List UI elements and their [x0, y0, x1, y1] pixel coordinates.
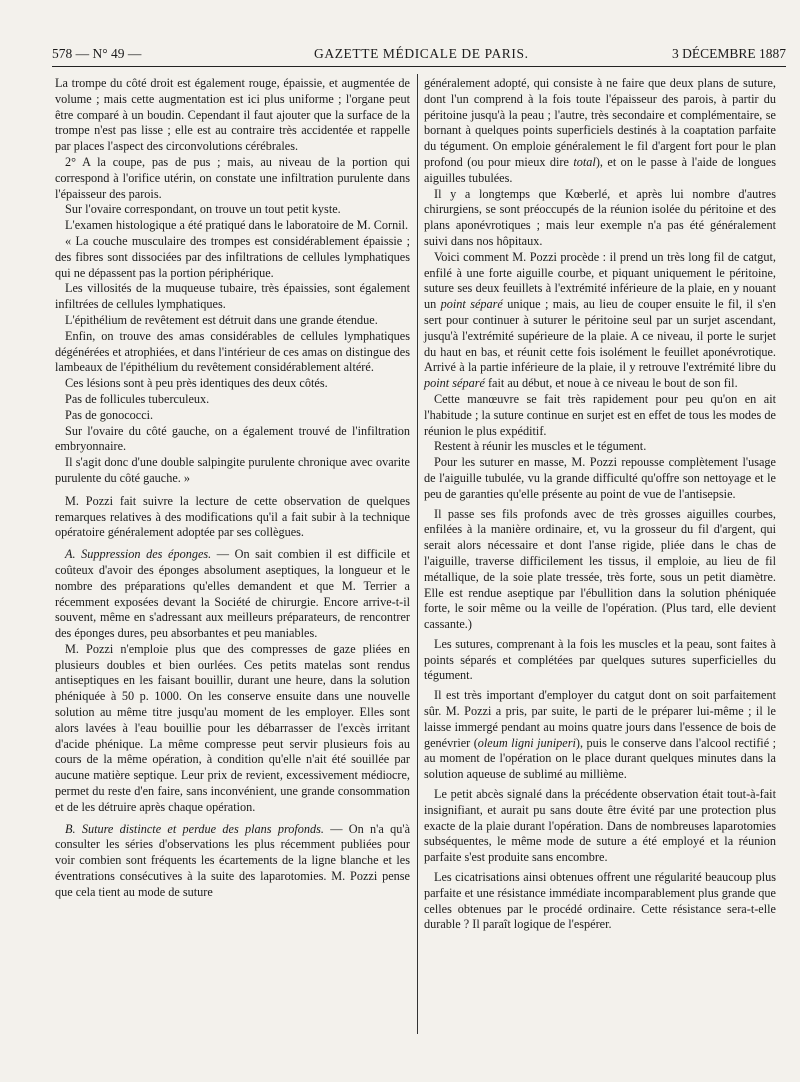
left-column	[55, 76, 410, 901]
section-b-title: B. Suture distincte et perdue des plans profonds.	[65, 821, 324, 836]
paragraph: M. Pozzi n'emploie plus que des compresses de gaze pliées en plusieurs doubles et bien ourlées. Ces petits matelas sont rendus antiseptiques en les faisant bouillir, durant une heure, dans la solution phéniquée à 50 p. 1000. On les conserve ensuite dans une nouvelle solution au même titre jusqu'au moment de les employer. Elles sont alors lavées à l'eau bouillie pour les débarrasser de l'excès irritant d'acide phénique. La même compresse peut servir plusieurs fois au cours de la même opération, à condition qu'elle n'ait été souillée par aucune matière septique. Leur prix de revient, excessivement médiocre, permet du reste d'en faire, sans inconvénient, une grande consommation et de les détruire après chaque opération.	[55, 641, 410, 814]
page-header	[52, 44, 786, 68]
paragraph: 2° A la coupe, pas de pus ; mais, au niveau de la portion qui correspond à l'orifice utérin, on constate une infiltration purulente dans l'épaisseur des parois.	[55, 154, 410, 201]
section-b	[55, 822, 410, 901]
paragraph: Pas de follicules tuberculeux.	[65, 391, 210, 406]
text-run: ), et on le passe à l'aide de longues aiguilles tubulées.	[424, 154, 776, 185]
paragraph: L'épithélium de revêtement est détruit dans une grande étendue.	[65, 312, 378, 327]
right-column	[424, 76, 776, 933]
paragraph	[424, 76, 776, 187]
paragraph: Sur l'ovaire du côté gauche, on a également trouvé de l'infiltration embryonnaire.	[55, 423, 410, 454]
page-number: 578 — N° 49 —	[52, 46, 142, 61]
paragraph: Pour les suturer en masse, M. Pozzi repousse complètement l'usage de l'aiguille tubulée, vu la grande difficulté qu'offre son nettoyage et le peu de garanties qu'elle présente au point de vue de l'antisepsie.	[424, 455, 776, 501]
emphasis: total	[573, 154, 596, 169]
column-divider	[417, 74, 418, 1034]
section-a-text: — On sait combien il est difficile et coûteux d'avoir des éponges absolument aseptiques, la longueur et le nombre des préparations qu'elles demandent et que M. Terrier a récemment exposées devant la Société de chirurgie. Encore arrive-t-il souvent, même en s'adressant aux meilleurs préparateurs, de rencontrer des éponges dures, peu absorbantes et peu maniables.	[55, 547, 410, 641]
header-rule	[52, 66, 786, 67]
paragraph	[424, 250, 776, 392]
paragraph: L'examen histologique a été pratiqué dans le laboratoire de M. Cornil.	[65, 218, 409, 233]
paragraph: Le petit abcès signalé dans la précédente observation était tout-à-fait insignifiant, et aurait pu sans doute être évité par une protection plus exacte de la plaie durant l'opération. Dans de nombreuses laparotomies subséquentes, le même mode de suture a été employé et la réunion parfaite s'est produite sans encombre.	[424, 787, 776, 865]
paragraph: La trompe du côté droit est également rouge, épaissie, et augmentée de volume ; mais cette augmentation est ici plus uniforme ; l'organe peut être comparé à un boudin. Cependant il faut ajouter que la surface de la trompe n'est pas lisse ; elle est au contraire très accidentée et rappelle par places l'aspect des circonvolutions cérébrales.	[55, 76, 410, 154]
paragraph: Pas de gonococci.	[65, 407, 154, 422]
paragraph: Enfin, on trouve des amas considérables de cellules lymphatiques dégénérées et atrophiées, et dans l'intérieur de ces amas on distingue des lambeaux de l'épithélium du revêtement considérablement altéré.	[55, 328, 410, 375]
paragraph	[424, 688, 776, 783]
issue-date: 3 DÉCEMBRE 1887	[671, 46, 786, 61]
section-a	[55, 547, 410, 642]
journal-title: GAZETTE MÉDICALE DE PARIS.	[314, 46, 529, 61]
paragraph: « La couche musculaire des trompes est considérablement épaissie ; des fibres sont dissociées par des infiltrations de cellules lymphatiques qui ne dépassent pas la portion périphérique.	[55, 233, 410, 280]
paragraph: Les villosités de la muqueuse tubaire, très épaissies, sont également infiltrées de cellules lymphatiques.	[55, 281, 410, 312]
section-b-text: — On n'a qu'à consulter les séries d'observations les plus récemment publiées pour voir combien sont fréquents les écartements de la ligne blanche et les éventrations consécutives à la suite des laparotomies. M. Pozzi pense que cela tient au mode de suture	[55, 821, 411, 899]
paragraph: Cette manœuvre se fait très rapidement pour peu qu'on en ait l'habitude ; la suture continue en surjet est en effet de tous les modes de réunion le plus expéditif.	[424, 391, 776, 438]
paragraph: Il s'agit donc d'une double salpingite purulente chronique avec ovarite purulente du côté gauche. »	[55, 455, 410, 485]
paragraph: Les sutures, comprenant à la fois les muscles et la peau, sont faites à points séparés et complétées par quelques sutures superficielles du tégument.	[424, 636, 776, 683]
section-a-title: A. Suppression des éponges.	[65, 547, 212, 562]
paragraph: Il passe ses fils profonds avec de très grosses aiguilles courbes, enfilées à la manière ordinaire, et, vu la grosseur du fil d'argent, qui serait alors nécessaire et dont l'anse rigide, pliée dans le chas de l'aiguille, traverse difficilement les tissus, il emploie, au lieu de fil métallique, de la soie plate tressée, très forte, sous un petit diamètre. Elle est rendue aseptique par l'ébullition dans la solution phéniquée forte, le soir même ou la veille de l'opération. (Plus tard, elle devient cassante.)	[424, 506, 776, 632]
text-run: Voici comment M. Pozzi procède : il prend un très long fil de catgut, enfilé à une forte aiguille courbe, et piquant uniquement le péritoine, suture ses deux feuillets à l'extrémité inférieure de la plaie, en y nouant un	[424, 249, 776, 312]
text-run: ), puis le conserve dans l'alcool rectifié ; au moment de l'opération on le place durant quelques minutes dans la solution aqueuse de sublimé au millième.	[424, 735, 776, 782]
paragraph: Sur l'ovaire correspondant, on trouve un tout petit kyste.	[65, 202, 341, 217]
text-run: Il est très important d'employer du catgut dont on soit parfaitement sûr. M. Pozzi a pris, par suite, le parti de le préparer lui-même ; il le laisse immergé pendant au moins quatre jours dans l'essence de bois de genévrier (	[424, 688, 776, 750]
emphasis: point séparé	[424, 376, 485, 391]
emphasis: oleum ligni juniperi	[477, 735, 576, 750]
paragraph: Les cicatrisations ainsi obtenues offrent une régularité beaucoup plus parfaite et une résistance immédiate incomparablement plus grande que celles obtenues par le procédé ordinaire. Cette résistance sera-t-elle durable ? Il paraît logique de l'espérer.	[424, 870, 776, 932]
paragraph: Restent à réunir les muscles et le tégument.	[434, 439, 647, 454]
text-run: unique ; mais, au lieu de couper ensuite le fil, il s'en sert pour continuer à suturer le péritoine seul par un surjet ascendant, jusqu'à l'extrémité supérieure de la plaie. A ce niveau, il porte le surjet du haut en bas, et réunit cette fois isolément le feuillet aponévrotique. Arrivé à la partie inférieure de la plaie, il y retrouve l'extrémité libre du	[424, 297, 777, 375]
paragraph: Il y a longtemps que Kœberlé, et après lui nombre d'autres chirurgiens, se sont préoccupés de la réunion isolée du péritoine et des plans aponévrotiques ; mais leur exemple n'a pas été généralement suivi dans nos hôpitaux.	[424, 186, 776, 248]
paragraph: M. Pozzi fait suivre la lecture de cette observation de quelques remarques relatives à des modifications qu'il a fait subir à la technique opératoire généralement adoptée par ses collègues.	[55, 493, 410, 540]
text-run: généralement adopté, qui consiste à ne faire que deux plans de suture, dont l'un comprend à la fois toute l'épaisseur des parois, à partir du péritoine jusqu'à la peau ; l'autre, très secondaire et complémentaire, se bornant à quelques points superficiels destinés à la coaptation parfaite du tégument. On emploie généralement le fil d'argent fort pour le plan profond (ou pour mieux dire	[424, 76, 776, 169]
emphasis: point séparé	[440, 297, 503, 312]
paragraph: Ces lésions sont à peu près identiques des deux côtés.	[65, 376, 328, 391]
text-run: fait au début, et noue à ce niveau le bout de son fil.	[484, 376, 738, 391]
